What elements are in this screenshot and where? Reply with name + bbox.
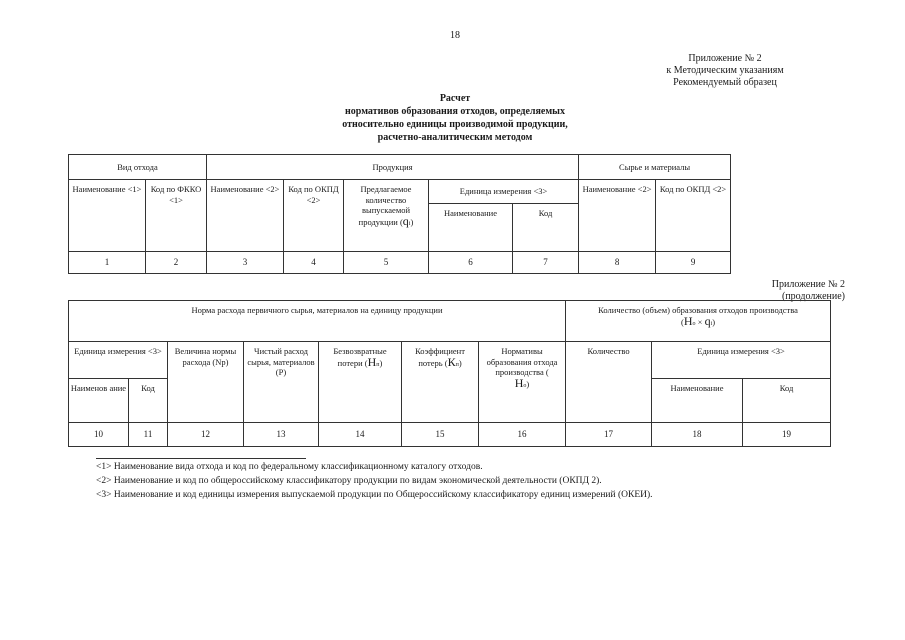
col-unit-name: Наименование — [429, 204, 513, 252]
col-planned-quantity: Предлагаемое количество выпускаемой продукции (qi) — [344, 180, 429, 252]
column-number: 7 — [513, 252, 579, 274]
column-number: 3 — [207, 252, 284, 274]
col-unit-code: Код — [129, 379, 168, 423]
column-number: 2 — [146, 252, 207, 274]
column-number: 11 — [129, 423, 168, 447]
continuation-line: (продолжение) — [781, 291, 845, 302]
document-title — [250, 92, 660, 144]
title-line: расчетно-аналитическим методом — [377, 132, 533, 143]
footnote-1: <1> Наименование вида отхода и код по федеральному классификационному каталогу отходов. — [96, 462, 483, 472]
column-number: 17 — [566, 423, 652, 447]
col-product-code: Код по ОКПД <2> — [284, 180, 344, 252]
footnote-3: <3> Наименование и код единицы измерения выпускаемой продукции по Общероссийскому классификатору единиц измерений (ОКЕИ). — [96, 490, 653, 500]
col-quantity-unit-group: Единица измерения <3> — [652, 342, 831, 379]
col-quantity-unit-code: Код — [743, 379, 831, 423]
col-material-name: Наименование <2> — [579, 180, 656, 252]
calculation-table-2 — [68, 300, 831, 447]
column-number: 1 — [69, 252, 146, 274]
page-number: 18 — [450, 30, 460, 41]
column-number: 9 — [656, 252, 731, 274]
footnote-divider — [96, 458, 306, 459]
appendix-header — [600, 53, 850, 89]
col-product-name: Наименование <2> — [207, 180, 284, 252]
column-number: 10 — [69, 423, 129, 447]
column-number: 8 — [579, 252, 656, 274]
calculation-table-1 — [68, 154, 731, 274]
group-waste-type: Вид отхода — [69, 155, 207, 180]
column-number: 5 — [344, 252, 429, 274]
group-norm-consumption: Норма расхода первичного сырья, материалов на единицу продукции — [69, 301, 566, 342]
column-numbers-row — [69, 252, 731, 274]
column-number: 15 — [402, 423, 479, 447]
column-numbers-row — [69, 423, 831, 447]
col-losses: Безвозвратные потери (Нп) — [319, 342, 402, 423]
col-quantity: Количество — [566, 342, 652, 423]
col-quantity-unit-name: Наименование — [652, 379, 743, 423]
group-materials: Сырье и материалы — [579, 155, 731, 180]
column-number: 14 — [319, 423, 402, 447]
col-unit-code: Код — [513, 204, 579, 252]
title-line: относительно единицы производимой продукции, — [342, 119, 568, 130]
col-waste-name: Наименование <1> — [69, 180, 146, 252]
continuation-line: Приложение № 2 — [771, 279, 845, 290]
col-waste-code: Код по ФККО <1> — [146, 180, 207, 252]
column-number: 19 — [743, 423, 831, 447]
column-number: 4 — [284, 252, 344, 274]
footnote-2: <2> Наименование и код по общероссийскому классификатору продукции по видам экономической деятельности (ОКПД 2). — [96, 476, 602, 486]
col-unit-name: Наименов ание — [69, 379, 129, 423]
appendix-line: Приложение № 2 — [688, 53, 762, 64]
title-line: Расчет — [439, 93, 471, 104]
col-unit-group: Единица измерения <3> — [429, 180, 579, 204]
col-waste-norms: Нормативы образования отхода производства ( Но) — [479, 342, 566, 423]
title-line: нормативов образования отходов, определяемых — [345, 106, 565, 117]
appendix-line: к Методическим указаниям — [666, 65, 784, 76]
group-waste-quantity: Количество (объем) образования отходов производства (Но × qi) — [566, 301, 831, 342]
col-norm-value: Величина нормы расхода (Nр) — [168, 342, 244, 423]
col-net-consumption: Чистый расход сырья, материалов (Р) — [244, 342, 319, 423]
col-unit-group: Единица измерения <3> — [69, 342, 168, 379]
appendix-line: Рекомендуемый образец — [673, 77, 777, 88]
col-loss-coefficient: Коэффициент потерь (Кп) — [402, 342, 479, 423]
column-number: 18 — [652, 423, 743, 447]
column-number: 16 — [479, 423, 566, 447]
group-product: Продукция — [207, 155, 579, 180]
column-number: 13 — [244, 423, 319, 447]
col-material-code: Код по ОКПД <2> — [656, 180, 731, 252]
column-number: 12 — [168, 423, 244, 447]
column-number: 6 — [429, 252, 513, 274]
